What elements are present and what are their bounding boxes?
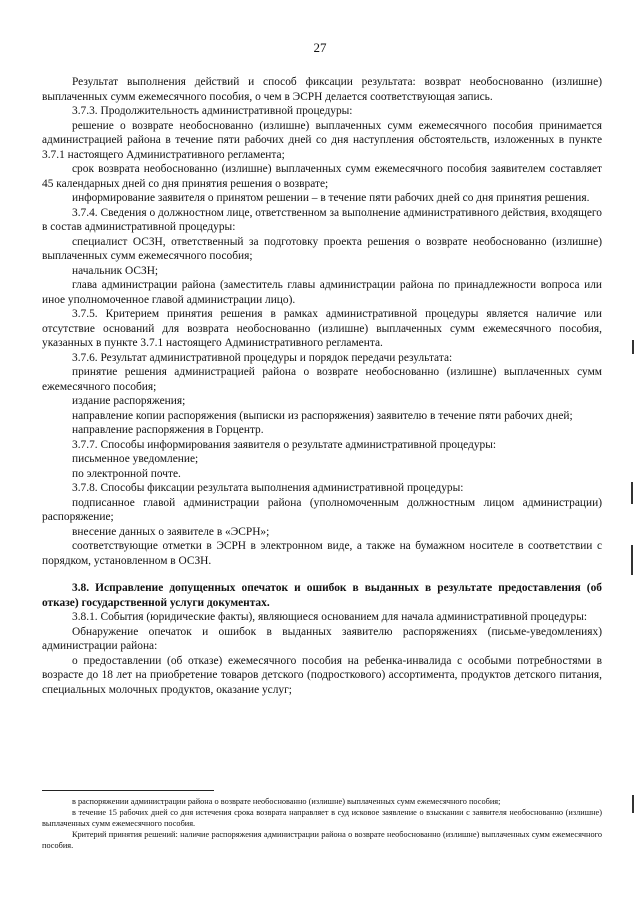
- paragraph: 3.7.3. Продолжительность административной процедуры:: [72, 105, 353, 117]
- scan-artifact: [631, 545, 633, 575]
- paragraph: 3.8.1. События (юридические факты), являющиеся основанием для начала административной процедуры:: [72, 611, 588, 623]
- paragraph: подписанное главой администрации района (уполномоченным должностным лицом администрации) распоряжение;: [42, 496, 602, 523]
- paragraph: принятие решения администрацией района о возврате необоснованно (излишне) выплаченных сумм ежемесячного пособия;: [42, 366, 602, 393]
- footnotes: [42, 796, 602, 851]
- paragraph: 3.7.5. Критерием принятия решения в рамках административной процедуры является наличие или отсутствие оснований для возврата необоснованно (излишне) выплаченных сумм ежемесячного пособия, указанных в пункте 3.7.1 настоящего Административного регламента.: [42, 308, 602, 349]
- scan-artifact: [631, 482, 633, 504]
- paragraph: решение о возврате необоснованно (излишне) выплаченных сумм ежемесячного пособия принимается администрацией района в течение пяти рабочих дней со дня наступления обстоятельств, изложенных в пункте 3.7.1 настоящего Административного регламента;: [42, 119, 602, 161]
- paragraph: направление распоряжения в Горцентр.: [72, 424, 264, 436]
- section-heading: 3.8. Исправление допущенных опечаток и ошибок в выданных в результате предоставления (об отказе) государственной услуги документах.: [42, 582, 602, 609]
- paragraph: соответствующие отметки в ЭСРН в электронном виде, а также на бумажном носителе в соответствии с порядком, установленном в ОСЗН.: [42, 540, 602, 567]
- paragraph: 3.7.8. Способы фиксации результата выполнения административной процедуры:: [72, 482, 464, 494]
- paragraph: 3.7.6. Результат административной процедуры и порядок передачи результата:: [72, 351, 453, 364]
- paragraph: специалист ОСЗН, ответственный за подготовку проекта решения о возврате необоснованно (излишне) выплаченных сумм ежемесячного пособия;: [42, 235, 602, 262]
- footnote: в течение 15 рабочих дней со дня истечения срока возврата направляет в суд исковое заявление о взыскании с заявителя необоснованно (излишне) выплаченных сумм ежемесячного пособия.: [42, 808, 602, 828]
- paragraph: письменное уведомление;: [72, 453, 199, 465]
- paragraph: внесение данных о заявителе в «ЭСРН»;: [72, 525, 270, 538]
- paragraph: информирование заявителя о принятом решении – в течение пяти рабочих дней со дня принятия решения.: [72, 192, 590, 204]
- page-number: 27: [313, 40, 327, 55]
- paragraph: глава администрации района (заместитель главы администрации района по принадлежности вопроса или иное уполномоченное главой администрации лицо).: [42, 279, 602, 306]
- footnote: Критерий принятия решений: наличие распоряжения администрации района о возврате необоснованно (излишне) выплаченных сумм ежемесячного пособия.: [42, 830, 602, 850]
- paragraph: издание распоряжения;: [72, 395, 186, 407]
- paragraph: 3.7.4. Сведения о должностном лице, ответственном за выполнение административного действия, входящего в состав административной процедуры:: [42, 206, 602, 233]
- scan-artifact: [632, 795, 634, 813]
- paragraph: Результат выполнения действий и способ фиксации результата: возврат необоснованно (излишне) выплаченных сумм ежемесячного пособия, о чем в ЭСРН делается соответствующая запись.: [42, 76, 602, 103]
- paragraph: по электронной почте.: [72, 467, 181, 480]
- paragraph: о предоставлении (об отказе) ежемесячного пособия на ребенка-инвалида с особыми потребностями в возрасте до 18 лет на приобретение товаров детского (подросткового) ассортимента, продуктов детского питания, специальных молочных продуктов, оказание услуг;: [42, 654, 602, 696]
- paragraph: срок возврата необоснованно (излишне) выплаченных сумм ежемесячного пособия заявителем составляет 45 календарных дней со дня принятия решения о возврате;: [42, 163, 602, 190]
- scan-artifact: [632, 340, 634, 354]
- footnote-separator: [42, 790, 214, 791]
- paragraph: начальник ОСЗН;: [72, 264, 159, 277]
- paragraph: 3.7.7. Способы информирования заявителя о результате административной процедуры:: [72, 438, 497, 451]
- paragraph: Обнаружение опечаток и ошибок в выданных заявителю распоряжениях (письме-уведомлениях) администрации района:: [42, 625, 602, 652]
- paragraph: направление копии распоряжения (выписки из распоряжения) заявителю в течение пяти рабочих дней;: [72, 409, 573, 422]
- body-text: [42, 75, 602, 697]
- footnote: в распоряжении администрации района о возврате необоснованно (излишне) выплаченных сумм ежемесячного пособия;: [72, 797, 501, 806]
